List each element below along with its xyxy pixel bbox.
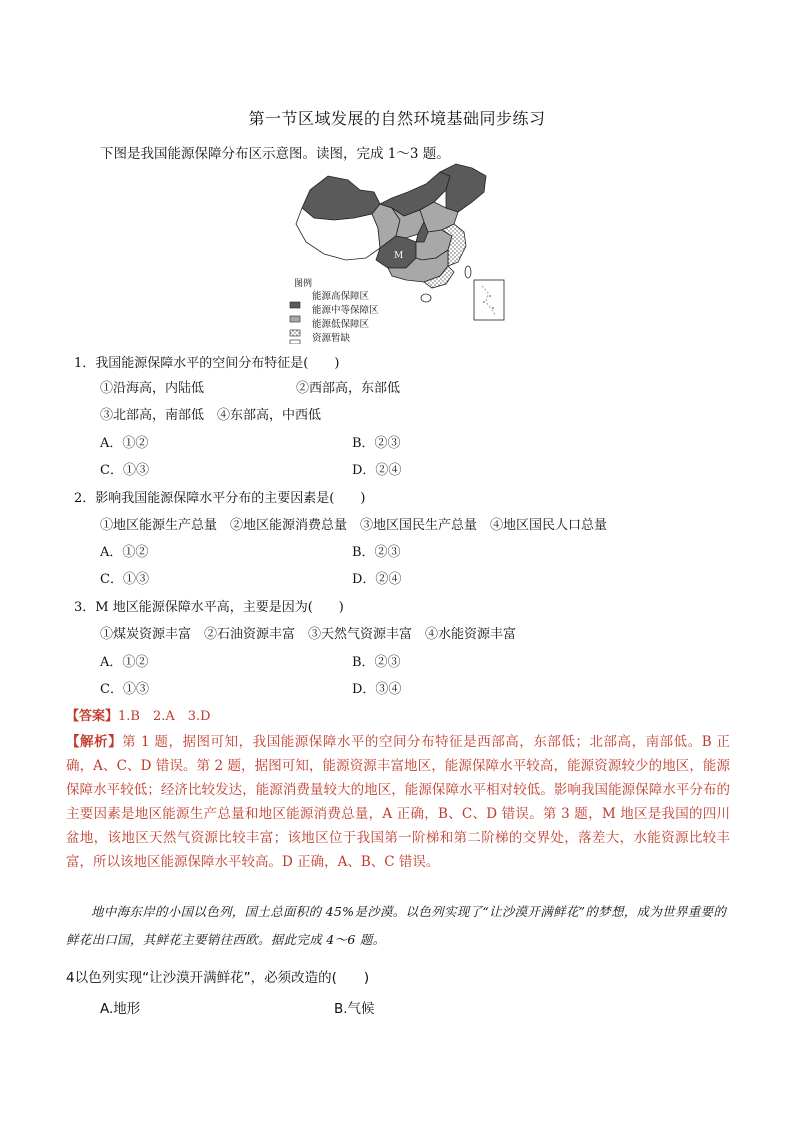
analysis-text: 第 1 题，据图可知，我国能源保障水平的空间分布特征是西部高，东部低；北部高，南部低。B 正确，A、C、D 错误。第 2 题，据图可知，能源资源丰富地区，能源保障水平较高，能源资源较少的地区，能源保障水平较低；经济比较发达，能源消费量较大的地区，能源保障水平相对较低。影响我国能源保障水平分布的主要因素是地区能源生产总量和地区能源消费总量，A 正确，B、C、D 错误。第 3 题，M 地区是我国的四川盆地，该地区天然气资源比较丰富；该地区位于我国第一阶梯和第二阶梯的交界处，落差大，水能资源比较丰富，所以该地区能源保障水平较高。D 正确，A、B、C 错误。 [66,734,730,870]
question-1-option-d[interactable]: D．②④ [352,463,402,478]
question-3-option-c[interactable]: C．①③ [100,682,149,697]
south-china-sea-inset [474,280,504,320]
question-1-option-a[interactable]: A．①② [100,436,149,451]
question-4-stem: 4以色列实现“让沙漠开满鲜花”，必须改造的( ) [66,970,370,986]
region-taiwan [465,266,471,278]
answer-text: 1.B 2.A 3.D [118,709,211,724]
analysis-block [66,730,730,874]
question-4-option-b[interactable]: B.气候 [334,1001,375,1017]
intro-text: 下图是我国能源保障分布区示意图。读图，完成 1～3 题。 [100,146,450,162]
question-3-option-b[interactable]: B．②③ [352,655,401,670]
region-hainan [421,294,431,302]
question-1-statement-1: ①沿海高，内陆低 [100,381,205,396]
question-3-option-d[interactable]: D．③④ [352,682,402,697]
question-3-option-a[interactable]: A．①② [100,655,149,670]
answer-tag: 【答案】 [66,709,119,724]
question-1-statement-2: ②西部高，东部低 [296,381,401,396]
question-1-option-c[interactable]: C．①③ [100,463,149,478]
question-1-option-b[interactable]: B．②③ [352,436,401,451]
map-m-label: M [394,251,404,261]
legend-item-high: 能源高保障区 [312,291,370,302]
question-2-statements: ①地区能源生产总量 ②地区能源消费总量 ③地区国民生产总量 ④地区国民人口总量 [100,518,608,533]
legend-item-low: 能源低保障区 [312,319,370,330]
legend-item-medium: 能源中等保障区 [312,305,379,316]
passage-text: 地中海东岸的小国以色列，国土总面积的 45%是沙漠。以色列实现了“让沙漠开满鲜花”的梦想，成为世界重要的鲜花出口国，其鲜花主要销往西欧。据此完成 4～6 题。 [66,904,727,947]
region-northeast [440,164,486,212]
question-2-option-c[interactable]: C．①③ [100,572,149,587]
question-4-option-a[interactable]: A.地形 [100,1001,141,1017]
china-energy-map [288,162,508,344]
question-3-stem: 3．M 地区能源保障水平高，主要是因为( ) [74,600,344,615]
question-3-statements: ①煤炭资源丰富 ②石油资源丰富 ③天然气资源丰富 ④水能资源丰富 [100,627,517,642]
legend-title: 图例 [294,279,313,289]
legend-item-none: 资源暂缺 [312,333,351,344]
question-2-option-a[interactable]: A．①② [100,545,149,560]
region-xinjiang [302,176,380,220]
answer-line [66,705,211,724]
question-2-option-d[interactable]: D．②④ [352,572,402,587]
question-1-statement-3: ③北部高，南部低 ④东部高，中西低 [100,408,322,423]
analysis-tag: 【解析】 [66,734,123,750]
question-2-option-b[interactable]: B．②③ [352,545,401,560]
question-1-stem: 1．我国能源保障水平的空间分布特征是( ) [74,356,340,371]
question-2-stem: 2．影响我国能源保障水平分布的主要因素是( ) [74,491,366,506]
page-title: 第一节区域发展的自然环境基础同步练习 [248,109,546,128]
